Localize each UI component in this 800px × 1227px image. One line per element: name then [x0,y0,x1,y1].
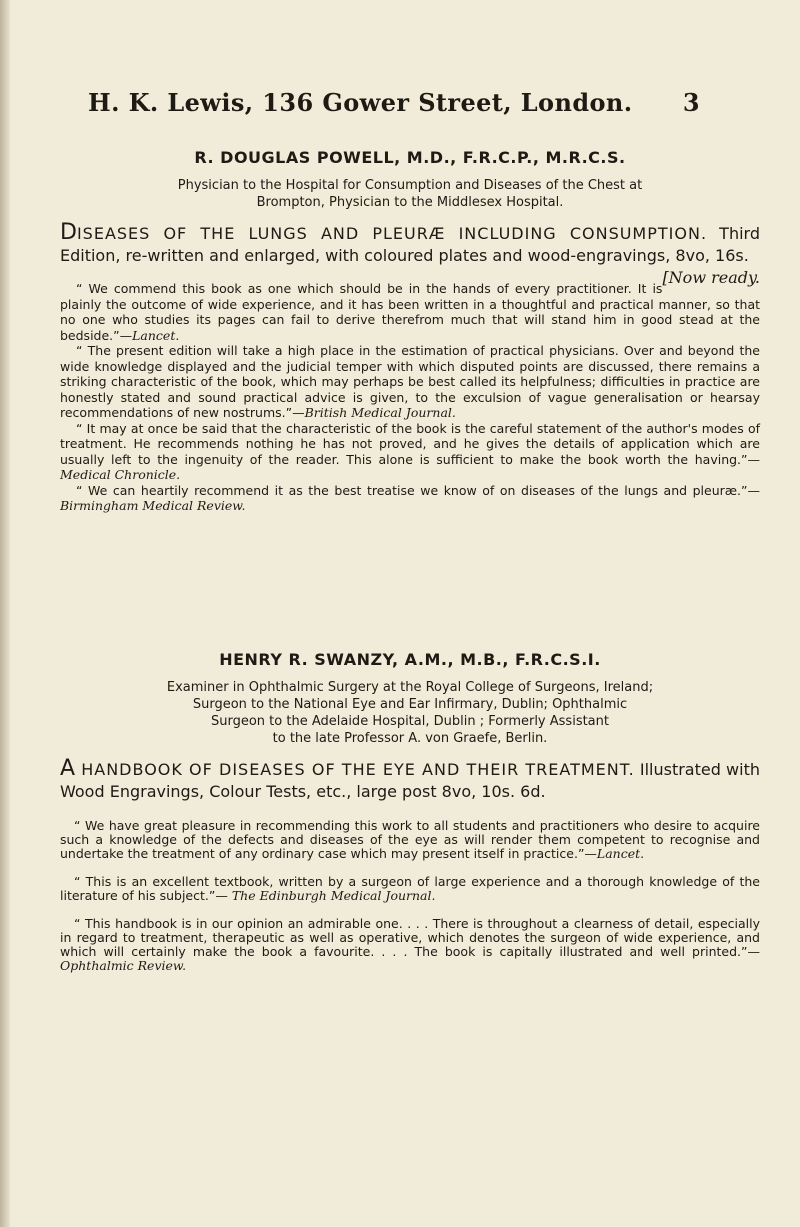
title-initial: D [60,220,77,245]
title-caps: HANDBOOK OF DISEASES OF THE EYE AND THEIR TREATMENT. [75,760,635,779]
review-quote: “ We can heartily recommend it as the best treatise we know of on diseases of the lungs and pleuræ.”—Birmingham Medical Review. [60,482,760,513]
credential-line: to the late Professor A. von Graefe, Berlin. [272,731,548,746]
review-quote: “ The present edition will take a high place in the estimation of practical physicians. Over and beyond the wide knowledge displayed and the judicial temper with which disputed points are discussed, there remains a striking characteristic of the book, which may perhaps be best called its helpfulness; difficulties in practice are honestly stated and sound practical advice is given, to the exculsion of vague generalisation or hearsay recommendations of new nostrums.”—British Medical Journal. [60,343,760,420]
author-name: HENRY R. SWANZY, A.M., M.B., F.R.C.S.I. [219,650,601,669]
review-source: Lancet. [132,327,180,343]
review-source: The Edinburgh Medical Journal. [231,888,436,903]
page-number: 3 [682,88,700,117]
availability-status: [Now ready. [662,268,760,287]
review-quote: “ It may at once be said that the characteristic of the book is the careful statement of the author's modes of treatment. He recommends nothing he has not proved, and he gives the details of application which are usually left to the ingenuity of the reader. This alone is sufficient to make the book worth the having.”—Medical Chronicle. [60,420,760,482]
review-quote: “ We commend this book as one which should be in the hands of every practitioner. It is plainly the outcome of wide experience, and it has been written in a thoughtful and practical manner, so that no one who studies its pages can fail to derive therefrom much that will stand him in good stead at the bedside.”—Lancet. [60,281,760,343]
book-title [60,220,760,287]
book-entry-swanzy [60,650,760,973]
review-list [60,819,760,973]
review-list [60,281,760,514]
review-source: Birmingham Medical Review. [60,498,246,513]
review-source: Lancet. [596,846,645,861]
title-details: Illustrated with Wood Engravings, Colour Tests, etc., large post 8vo, 10s. 6d. [60,760,761,801]
title-caps: ISEASES OF THE LUNGS AND PLEURÆ INCLUDING CONSUMPTION. [76,224,708,243]
credential-line: Brompton, Physician to the Middlesex Hospital. [256,195,564,210]
running-head [88,88,700,117]
title-details: Third Edition, re-written and enlarged, with coloured plates and wood-engravings, 8vo, 16s. [60,224,760,265]
author-credentials [60,679,760,747]
review-source: Ophthalmic Review. [60,958,187,973]
book-title [60,756,761,803]
credential-line: Examiner in Ophthalmic Surgery at the Royal College of Surgeons, Ireland; [166,680,654,695]
running-title: H. K. Lewis, 136 Gower Street, London. [88,88,633,117]
title-initial: A [60,756,76,781]
review-source: British Medical Journal. [304,405,456,420]
credential-line: Physician to the Hospital for Consumption and Diseases of the Chest at [177,178,643,193]
page-binding-edge [0,0,10,1227]
author-name: R. DOUGLAS POWELL, M.D., F.R.C.P., M.R.C.S. [194,148,626,167]
credential-line: Surgeon to the Adelaide Hospital, Dublin ; Formerly Assistant [211,714,609,729]
review-quote: “ This handbook is in our opinion an admirable one. . . . There is throughout a clearness of detail, especially in regard to treatment, therapeutic as well as operative, which denotes the surgeon of wide experience, and which will certainly make the book a favourite. . . . The book is capitally illustrated and well printed.”— Ophthalmic Review. [60,916,760,973]
review-quote: “ This is an excellent textbook, written by a surgeon of large experience and a thorough knowledge of the literature of his subject.”— The Edinburgh Medical Journal. [60,874,760,903]
review-quote: “ We have great pleasure in recommending this work to all students and practitioners who desire to acquire such a knowledge of the defects and diseases of the eye as will render them competent to recognise and undertake the treatment of any ordinary case which may present itself in practice.”—Lancet. [60,818,760,861]
author-credentials [60,177,760,211]
credential-line: Surgeon to the National Eye and Ear Infirmary, Dublin; Ophthalmic [192,697,628,712]
review-source: Medical Chronicle. [60,467,181,482]
book-entry-powell [60,148,760,514]
